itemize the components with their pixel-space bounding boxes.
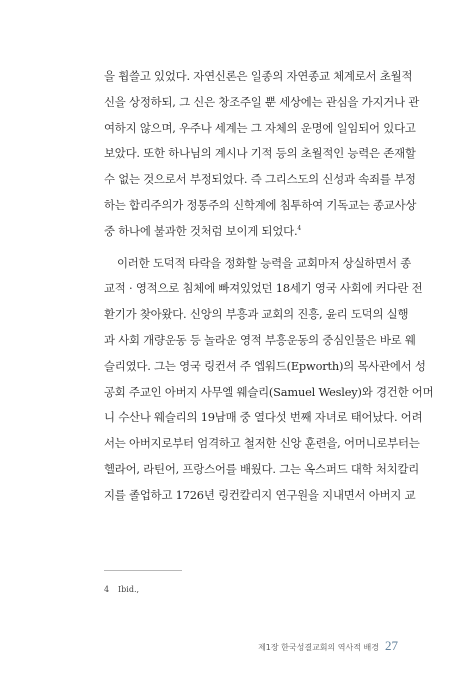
text-line: 하는 합리주의가 정통주의 신학계에 침투하여 기독교는 종교사상 [104, 197, 417, 212]
text-line: 이러한 도덕적 타락을 정화할 능력을 교회마저 상실하면서 종 [117, 255, 412, 270]
text-line: 헬라어, 라틴어, 프랑스어를 배웠다. 그는 옥스퍼드 대학 처치칼리 [104, 461, 420, 476]
text-line: 교적 · 영적으로 침체에 빠져있었던 18세기 영국 사회에 커다란 전 [104, 281, 423, 296]
chapter-title: 제1장 한국성결교회의 역사적 배경 [258, 643, 379, 652]
body-text [104, 64, 434, 509]
text-line: 과 사회 개량운동 등 놀라운 영적 부흥운동의 중심인물은 바로 웨 [104, 332, 416, 347]
text-line [104, 219, 401, 245]
footnote [104, 585, 139, 594]
text-line: 니 수산나 웨슬리의 19남매 중 열다섯 번째 자녀로 태어났다. 어려 [104, 410, 423, 425]
text-line: 슬리였다. 그는 영국 링컨셔 주 엡워드(Epworth)의 목사관에서 성 [104, 358, 426, 373]
page-number: 27 [385, 638, 398, 653]
text-line: 환기가 찾아왔다. 신앙의 부흥과 교회의 진흥, 윤리 도덕의 실행 [104, 307, 409, 322]
text-line: 신을 상정하되, 그 신은 창조주일 뿐 세상에는 관심을 가지거나 관 [104, 94, 420, 109]
running-footer [258, 638, 398, 654]
text-line: 공회 주교인 아버지 사무엘 웨슬리(Samuel Wesley)와 경건한 어머 [104, 384, 434, 399]
footnote-text: Ibid., [118, 585, 140, 594]
text-line: 여하지 않으며, 우주나 세계는 그 자체의 운명에 일임되어 있다고 [104, 120, 416, 135]
text-line: 을 휩쓸고 있었다. 자연신론은 일종의 자연종교 체계로서 초월적 [104, 69, 413, 83]
footnote-divider [104, 570, 182, 571]
text-line: 지를 졸업하고 1726년 링컨칼리지 연구원을 지내면서 아버지 교 [104, 487, 416, 502]
text-line-content: 중 하나에 불과한 것처럼 보이게 되었다. [104, 223, 298, 238]
text-line: 수 없는 것으로서 부정되었다. 즉 그리스도의 신성과 속죄를 부정 [104, 172, 416, 187]
text-line: 보았다. 또한 하나님의 계시나 기적 등의 초월적인 능력은 존재할 [104, 146, 416, 161]
footnote-number: 4 [104, 585, 110, 594]
footnote-reference: 4 [297, 224, 302, 232]
text-line: 서는 아버지로부터 엄격하고 철저한 신앙 훈련을, 어머니로부터는 [104, 436, 420, 451]
